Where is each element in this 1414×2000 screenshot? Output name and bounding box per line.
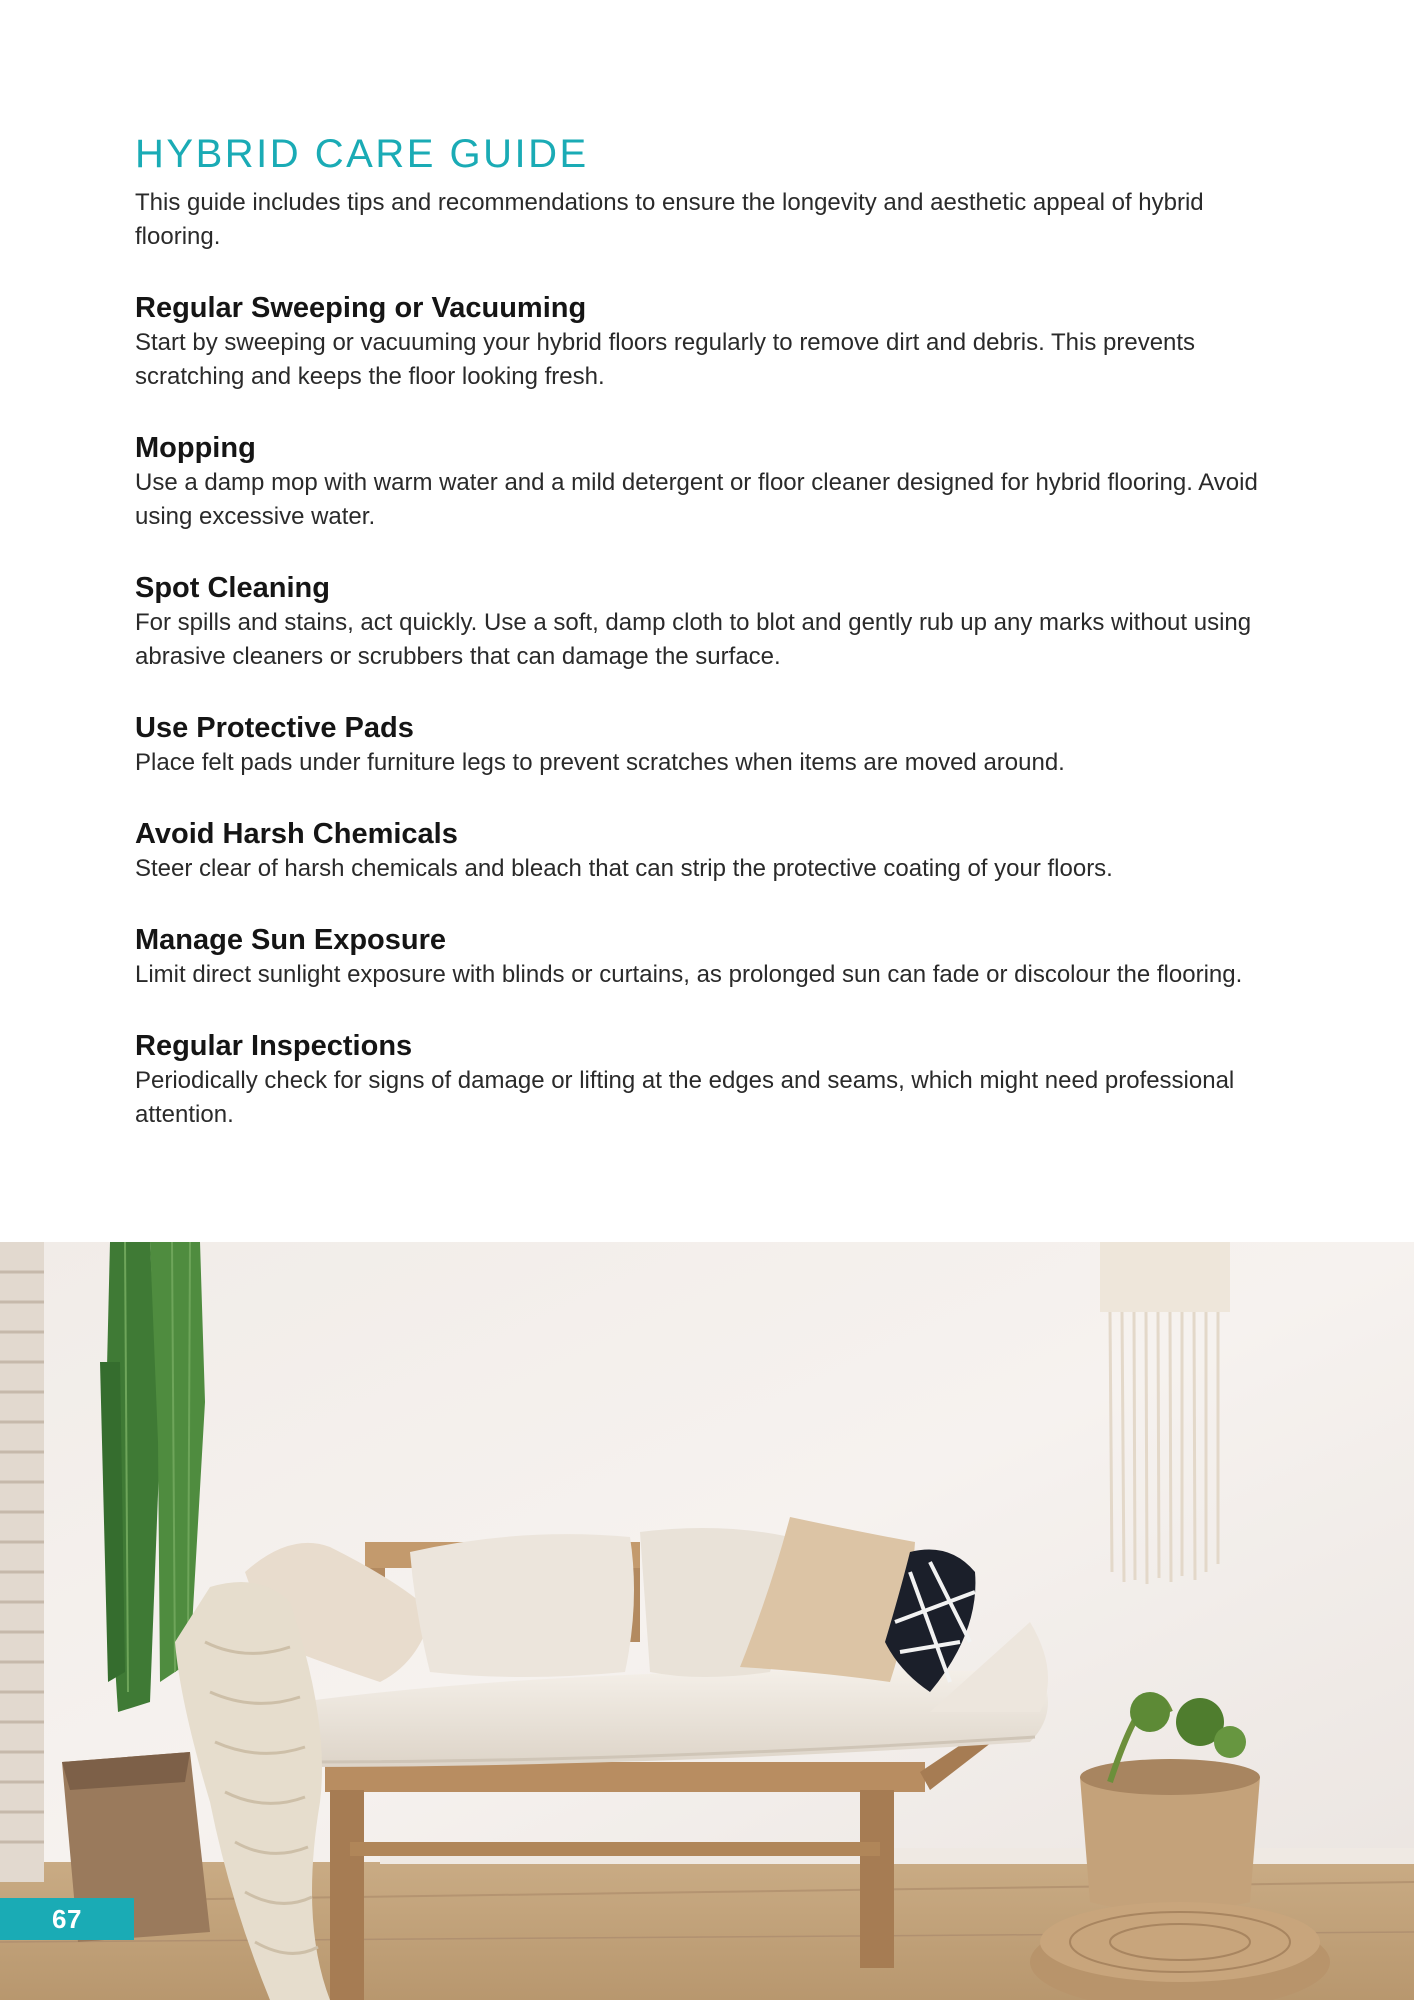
section-body: Steer clear of harsh chemicals and bleach that can strip the protective coating of your floors. [135, 855, 1113, 882]
window-shutter [0, 1242, 44, 1882]
intro-paragraph: This guide includes tips and recommendations to ensure the longevity and aesthetic appeal of hybrid flooring. [135, 189, 1204, 250]
section-body: Start by sweeping or vacuuming your hybrid floors regularly to remove dirt and debris. This prevents scratching and keeps the floor looking fresh. [135, 329, 1196, 390]
living-room-photo [0, 1242, 1414, 2000]
section-mopping [135, 430, 1295, 534]
section-sun-exposure [135, 922, 1295, 992]
section-body: Place felt pads under furniture legs to prevent scratches when items are moved around. [135, 749, 1065, 776]
section-protective-pads [135, 710, 1295, 780]
section-heading: Mopping [135, 432, 256, 464]
section-body: Use a damp mop with warm water and a mild detergent or floor cleaner designed for hybrid flooring. Avoid using excessive water. [135, 469, 1258, 530]
section-heading: Regular Inspections [135, 1030, 413, 1062]
section-body: Periodically check for signs of damage or lifting at the edges and seams, which might need professional attention. [135, 1067, 1235, 1128]
rattan-pouf [1030, 1902, 1330, 2000]
section-body: Limit direct sunlight exposure with blinds or curtains, as prolonged sun can fade or discolour the flooring. [135, 961, 1243, 988]
section-inspections [135, 1028, 1295, 1132]
section-harsh-chemicals [135, 816, 1295, 886]
section-heading: Spot Cleaning [135, 572, 330, 604]
pillow-linen [410, 1534, 634, 1677]
section-heading: Regular Sweeping or Vacuuming [135, 292, 587, 324]
section-heading: Use Protective Pads [135, 712, 414, 744]
section-spot-cleaning [135, 570, 1295, 674]
section-sweeping [135, 290, 1295, 394]
section-heading: Manage Sun Exposure [135, 924, 447, 956]
page-title: HYBRID CARE GUIDE [135, 132, 589, 176]
care-guide [135, 128, 1295, 1132]
section-heading: Avoid Harsh Chemicals [135, 818, 458, 850]
section-body: For spills and stains, act quickly. Use a soft, damp cloth to blot and gently rub up any marks without using abrasive cleaners or scrubbers that can damage the surface. [135, 609, 1252, 670]
page-number: 67 [0, 1898, 134, 1940]
